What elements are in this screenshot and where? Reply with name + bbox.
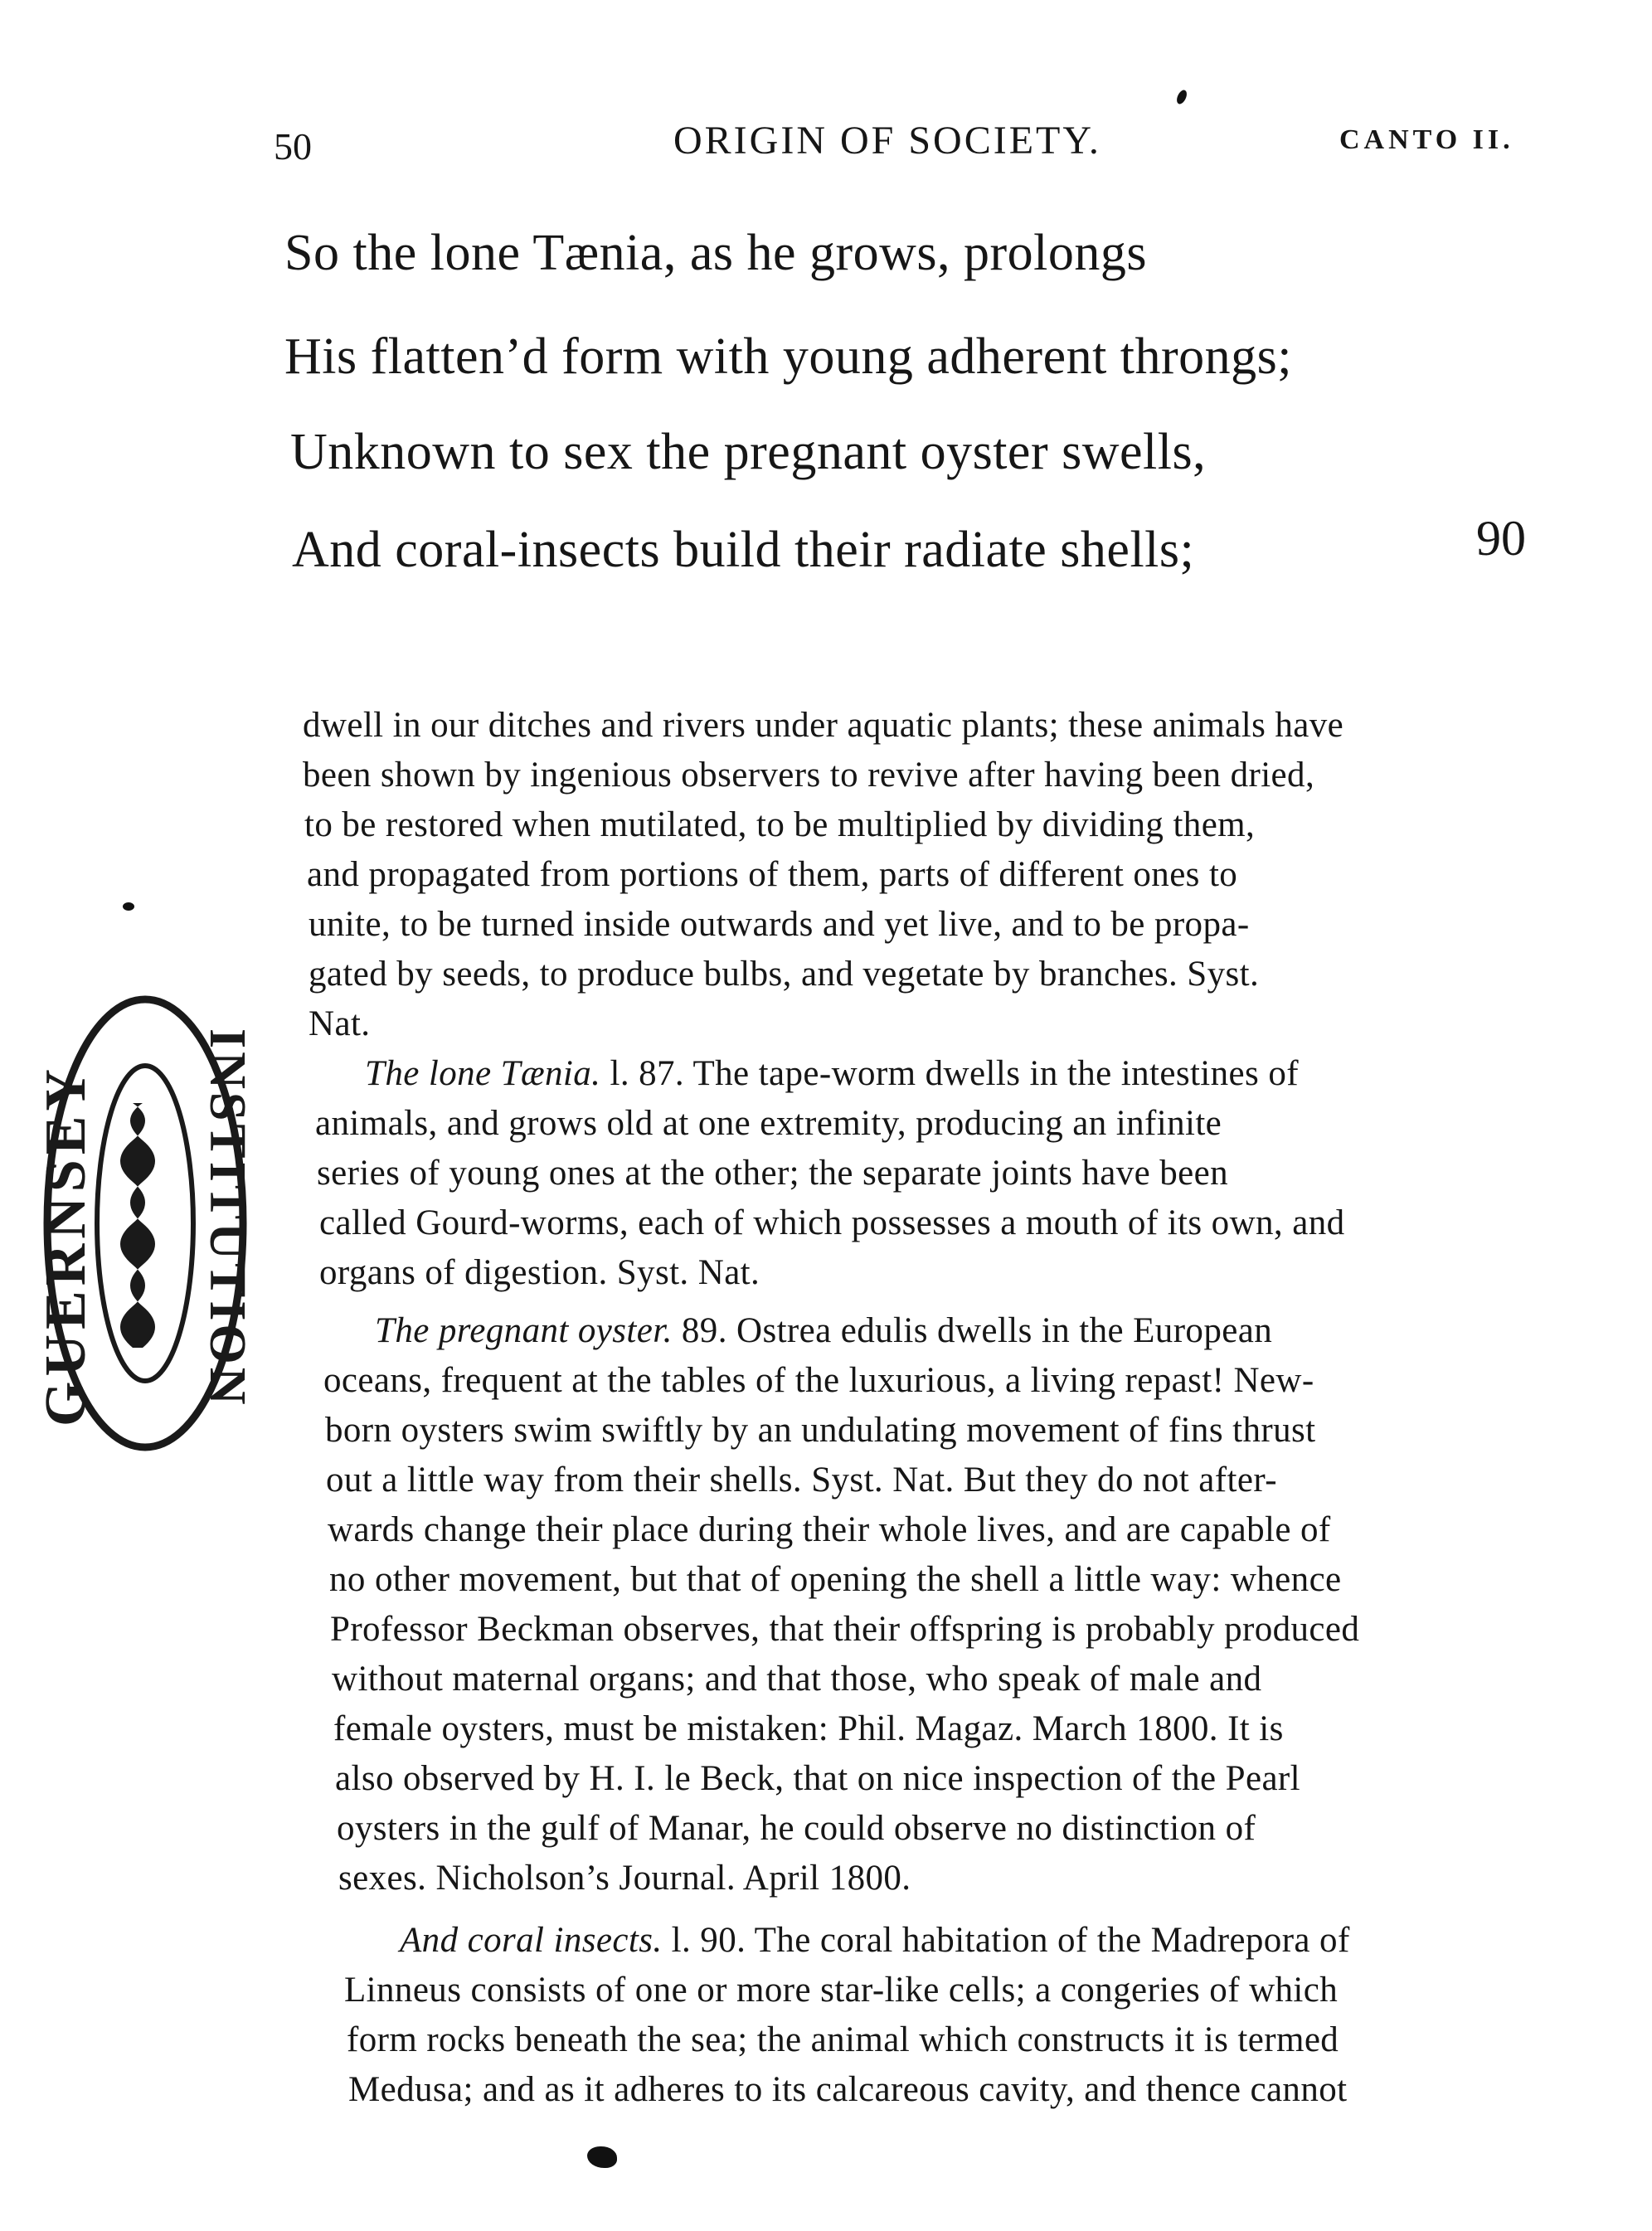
note-line: dwell in our ditches and rivers under aquatic plants; these animals have: [303, 706, 1344, 745]
note-line: wards change their place during their whole lives, and are capable of: [328, 1510, 1331, 1549]
note-line: oysters in the gulf of Manar, he could observe no distinction of: [337, 1809, 1256, 1848]
note-line: oceans, frequent at the tables of the luxurious, a living repast! New-: [323, 1361, 1314, 1400]
note-line: animals, and grows old at one extremity, producing an infinite: [315, 1104, 1222, 1143]
note-line: called Gourd-worms, each of which possesses a mouth of its own, and: [319, 1203, 1345, 1242]
running-title: ORIGIN OF SOCIETY.: [673, 119, 1101, 163]
note-line: female oysters, must be mistaken: Phil. Magaz. March 1800. It is: [333, 1709, 1284, 1748]
verse-line: And coral-insects build their radiate shells;: [292, 522, 1195, 578]
note-lead-coral: And coral insects.: [400, 1921, 663, 1960]
note-line: born oysters swim swiftly by an undulating movement of fins thrust: [325, 1411, 1316, 1450]
note-line: Medusa; and as it adheres to its calcareous cavity, and thence cannot: [348, 2070, 1348, 2109]
ink-blot: [587, 2146, 617, 2168]
note-line: Linneus consists of one or more star-like cells; a congeries of which: [344, 1971, 1339, 2010]
verse-line-number: 90: [1476, 511, 1526, 566]
stamp-text-left: GUERNSEY: [34, 1064, 98, 1427]
ink-dot: [123, 902, 134, 911]
note-line: organs of digestion. Syst. Nat.: [319, 1253, 760, 1292]
ink-dot: [1175, 89, 1189, 106]
stamp-flourish-icon: [120, 1103, 155, 1348]
note-line: Nat.: [309, 1004, 371, 1043]
note-line: unite, to be turned inside outwards and yet live, and to be propa-: [309, 905, 1250, 944]
note-line: series of young ones at the other; the separate joints have been: [317, 1154, 1229, 1193]
note-line: without maternal organs; and that those, who speak of male and: [332, 1660, 1262, 1699]
note-line: And coral insects. l. 90. The coral habitation of the Madrepora of: [400, 1921, 1350, 1960]
canto-label: CANTO II.: [1339, 124, 1514, 155]
page-number: 50: [274, 125, 312, 168]
verse-line: His flatten’d form with young adherent throngs;: [284, 328, 1293, 385]
note-line: and propagated from portions of them, parts of different ones to: [307, 855, 1238, 894]
note-line: been shown by ingenious observers to revive after having been dried,: [303, 756, 1315, 795]
note-lead-oyster: The pregnant oyster.: [375, 1311, 673, 1350]
stamp-text-right: INSTITUTION: [199, 1028, 255, 1408]
note-line: The pregnant oyster. 89. Ostrea edulis dwells in the European: [375, 1311, 1273, 1350]
verse-line: Unknown to sex the pregnant oyster swells,: [290, 424, 1207, 480]
library-stamp: [33, 979, 257, 1468]
note-line: gated by seeds, to produce bulbs, and vegetate by branches. Syst.: [309, 955, 1260, 994]
note-line: sexes. Nicholson’s Journal. April 1800.: [338, 1859, 911, 1898]
note-line: form rocks beneath the sea; the animal which constructs it is termed: [347, 2020, 1339, 2059]
note-line: to be restored when mutilated, to be multiplied by dividing them,: [304, 805, 1256, 844]
note-line: also observed by H. I. le Beck, that on nice inspection of the Pearl: [335, 1759, 1300, 1798]
note-line: Professor Beckman observes, that their offspring is probably produced: [330, 1610, 1360, 1649]
note-lead-taenia: The lone Tænia.: [365, 1054, 601, 1093]
verse-line: So the lone Tænia, as he grows, prolongs: [284, 225, 1148, 281]
note-line: out a little way from their shells. Syst. Nat. But they do not after-: [326, 1461, 1277, 1499]
note-line: no other movement, but that of opening the shell a little way: whence: [329, 1560, 1342, 1599]
note-line: The lone Tænia. l. 87. The tape-worm dwells in the intestines of: [365, 1054, 1299, 1093]
